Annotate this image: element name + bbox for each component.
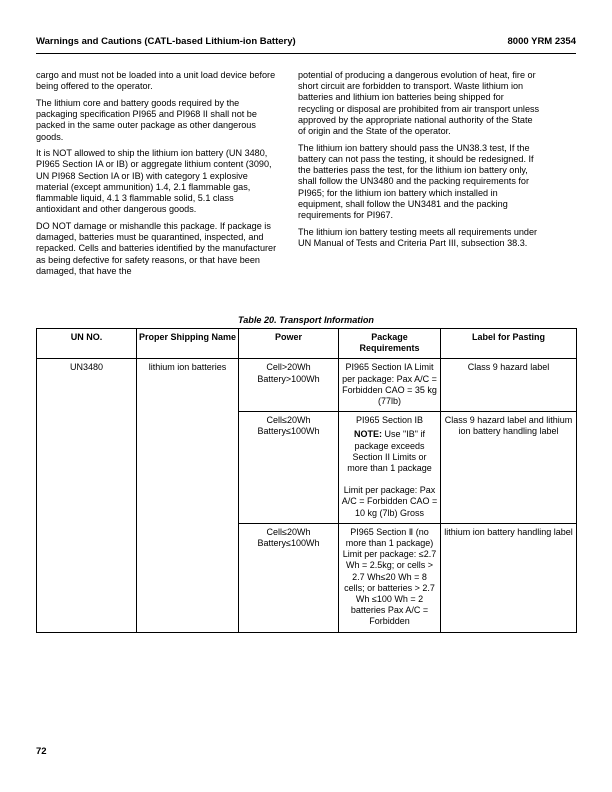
package-cell: PI965 Section IA Limit per package: Pax A/C = Forbidden CAO = 35 kg (77lb) bbox=[339, 359, 441, 412]
power-cell bbox=[239, 359, 339, 412]
label-cell: Class 9 hazard label and lithium ion battery handling label bbox=[441, 412, 577, 524]
power-cell-line: Cell≤20Wh bbox=[266, 415, 311, 426]
paragraph: The lithium core and battery goods required by the packaging specification PI965 and PI968 II shall not be packed in the same outer package as other dangerous goods. bbox=[36, 97, 257, 142]
header-un-no: UN NO. bbox=[37, 329, 137, 359]
header-power: Power bbox=[239, 329, 339, 359]
note-text: Use "IB" if package exceeds Section II Limits or more than 1 package bbox=[347, 429, 432, 474]
document-number: 8000 YRM 2354 bbox=[507, 36, 576, 47]
label-cell: Class 9 hazard label bbox=[441, 359, 577, 412]
un-number-cell: UN3480 bbox=[37, 359, 137, 632]
paragraph: The lithium ion battery should pass the UN38.3 test, If the battery can not pass the testing, it should be redesigned. If the batteries pass the test, for the lithium ion battery only, shall follow the UN3480 and the packing requirements for PI965; for the lithium ion battery which installed in equipment, shall follow the UN3481 and the packing requirements for PI967. bbox=[298, 142, 534, 220]
page-number: 72 bbox=[36, 746, 47, 757]
paragraph: cargo and must not be loaded into a unit load device before being offered to the operator. bbox=[36, 70, 276, 92]
power-cell-line: Cell≤20Wh bbox=[266, 526, 311, 537]
header-shipping-name: Proper Shipping Name bbox=[137, 329, 239, 359]
power-cell bbox=[239, 523, 339, 632]
note-label: NOTE: bbox=[354, 429, 383, 440]
right-column bbox=[298, 70, 542, 255]
paragraph: The lithium ion battery testing meets all requirements under UN Manual of Tests and Criteria Part III, subsection 38.3. bbox=[298, 226, 538, 248]
shipping-name-cell: lithium ion batteries bbox=[137, 359, 239, 632]
package-cell bbox=[339, 412, 441, 524]
power-cell-line: Cell>20Wh bbox=[266, 362, 311, 373]
power-battery-line: Battery>100Wh bbox=[257, 373, 320, 384]
package-section: PI965 Section IB bbox=[355, 415, 424, 426]
paragraph: It is NOT allowed to ship the lithium ion battery (UN 3480, PI965 Section IA or IB) or aggregate lithium content (3090, UN PI968 Section IA or IB) with category 1 explosive material (except ammunition) 1.4, 2.1 flammable gas, flammable liquid, 4.1 3 flammable solid, 5.1 class antioxidant and other dangerous goods. bbox=[36, 148, 272, 215]
header-package-requirements: Package Requirements bbox=[339, 329, 441, 359]
power-battery-line: Battery≤100Wh bbox=[257, 426, 320, 437]
left-column bbox=[36, 70, 280, 282]
transport-information-table bbox=[36, 328, 577, 633]
package-cell: PI965 Section Ⅱ (no more than 1 package) Limit per package: ≤2.7 Wh = 2.5kg; or cells > 2.7 Wh≤20 Wh = 8 cells; or batteries > 2.7 Wh ≤100 Wh = 2 batteries Pax A/C = Forbidden bbox=[339, 523, 441, 632]
paragraph: potential of producing a dangerous evolution of heat, fire or short circuit are forbidden to transport. Waste lithium ion batteries and lithium ion batteries being shipped for recycling or disposal are prohibited from air transport unless approved by the appropriate national authority of the State of origin and the State of the operator. bbox=[298, 70, 540, 137]
table-header-row bbox=[37, 329, 577, 359]
paragraph: DO NOT damage or mishandle this package. If package is damaged, batteries must be quarantined, inspected, and repacked. Cells and batteries identified by the manufacturer as being defective for safety reasons, or that have been damaged, that have the bbox=[36, 220, 277, 276]
package-limit: Limit per package: Pax A/C = Forbidden CAO = 10 kg (7lb) Gross bbox=[341, 485, 438, 518]
power-battery-line: Battery≤100Wh bbox=[257, 538, 320, 549]
header-label-for-pasting: Label for Pasting bbox=[441, 329, 577, 359]
table-row bbox=[37, 359, 577, 412]
power-cell bbox=[239, 412, 339, 524]
header-title: Warnings and Cautions (CATL-based Lithium-ion Battery) bbox=[36, 36, 296, 47]
label-cell: lithium ion battery handling label bbox=[441, 523, 577, 632]
header-rule bbox=[36, 53, 576, 54]
package-note bbox=[341, 429, 438, 474]
table-caption: Table 20. Transport Information bbox=[238, 315, 374, 325]
page-header bbox=[36, 36, 576, 47]
